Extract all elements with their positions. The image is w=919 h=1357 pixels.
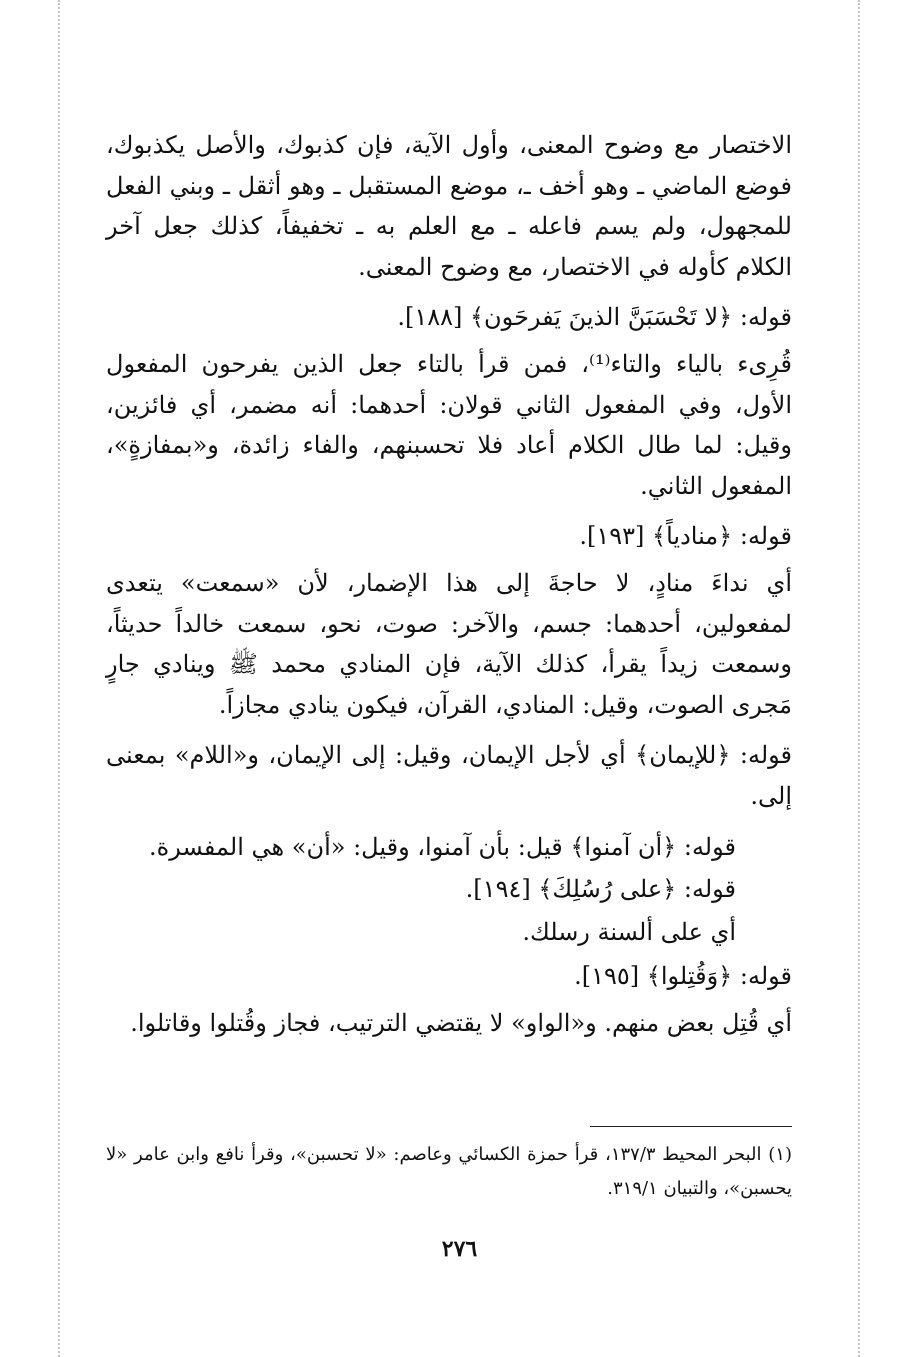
paragraph-believe: قوله: ﴿أن آمنوا﴾ قيل: بأن آمنوا، وقيل: «أن» هي المفسرة. [149, 832, 736, 861]
scan-margin-dots-right [858, 0, 860, 1357]
paragraph-faith: قوله: ﴿للإيمان﴾ أي لأجل الإيمان، وقيل: إلى الإيمان، و«اللام» بمعنى إلى. [106, 741, 792, 810]
verse-heading-194: قوله: ﴿على رُسُلِكَ﴾ [١٩٤]. [465, 875, 736, 904]
paragraph-messengers: أي على ألسنة رسلك. [522, 917, 736, 946]
footnote-separator [590, 1126, 792, 1127]
paragraph-caller: أي نداءَ منادٍ، لا حاجةَ إلى هذا الإضمار، لأن «سمعت» يتعدى لمفعولين، أحدهما: جسم، والآخر: صوت، نحو، سمعت خالداً حديثاً، وسمعت زيداً يقرأ، كذلك الآية، فإن المنادي محمد ﷺ وينادي جارٍ مَجرى الصوت، وقيل: المنادي، القرآن، فيكون ينادي مجازاً. [106, 568, 792, 719]
paragraph-killed: أي قُتِل بعض منهم. و«الواو» لا يقتضي الترتيب، فجاز وقُتلوا وقاتلوا. [130, 1008, 792, 1037]
verse-heading-188: قوله: ﴿لا تَحْسَبَنَّ الذينَ يَفرحَون﴾ [١٨٨]. [397, 303, 792, 332]
footnote: (١) البحر المحيط ١٣٧/٣، قرأ حمزة الكسائي وعاصم: «لا تحسبن»، وقرأ نافع وابن عامر «لا يحسبن»، والتبيان ٣١٩/١. [106, 1144, 792, 1199]
paragraph-intro: الاختصار مع وضوح المعنى، وأول الآية، فإن كذبوك، والأصل يكذبوك، فوضع الماضي ـ وهو أخف ـ، موضع المستقبل ـ وهو أثقل ـ وبني الفعل للمجهول، ولم يسم فاعله ـ مع العلم به ـ تخفيفاً، كذلك جعل آخر الكلام كأوله في الاختصار، مع وضوح المعنى. [106, 131, 792, 281]
paragraph-reading: قُرِىء بالياء والتاء⁽¹⁾، فمن قرأ بالتاء جعل الذين يفرحون المفعول الأول، وفي المفعول الثاني قولان: أحدهما: أنه مضمر، أي فائزين، وقيل: لما طال الكلام أعاد فلا تحسبنهم، والفاء زائدة، و«بمفازةٍ»، المفعول الثاني. [106, 349, 792, 500]
page-number: ٢٧٦ [441, 1236, 478, 1262]
verse-heading-195: قوله: ﴿وَقُتِلوا﴾ [١٩٥]. [574, 962, 792, 991]
main-text [106, 125, 792, 1053]
verse-heading-193: قوله: ﴿منادياً﴾ [١٩٣]. [579, 522, 792, 551]
scan-margin-dots-left [58, 0, 60, 1357]
